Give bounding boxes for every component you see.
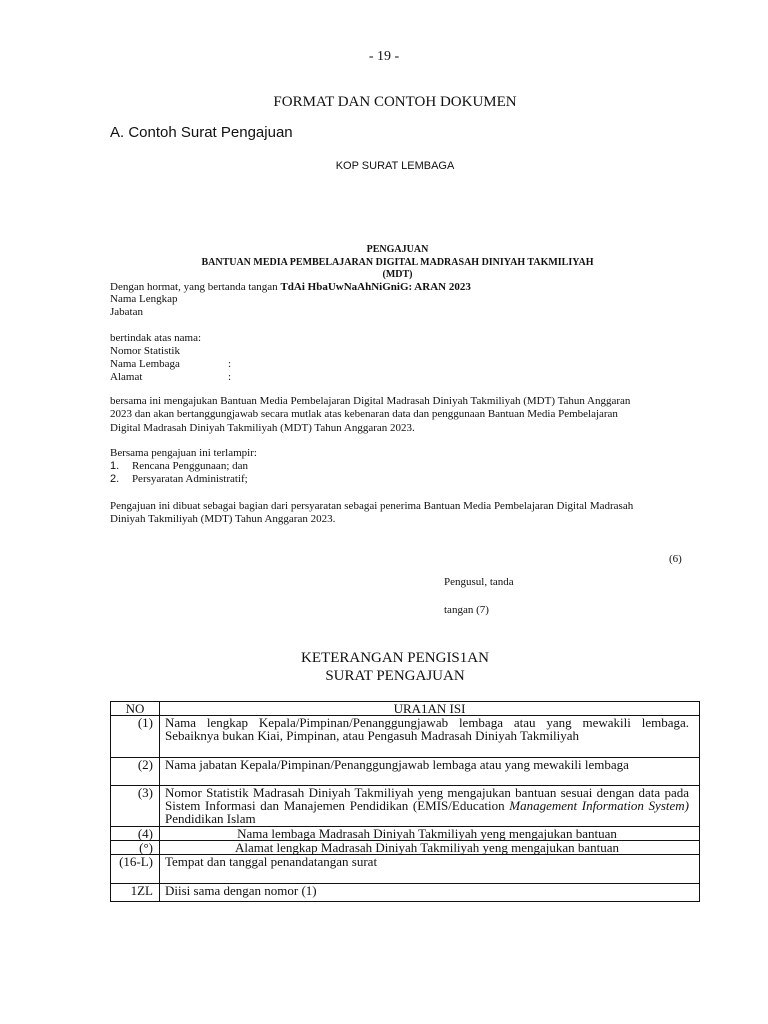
row-description-part2: Pendidikan Islam xyxy=(165,811,256,826)
submission-title-line1: PENGAJUAN xyxy=(366,244,429,255)
row-description-italic: Management Information System) xyxy=(509,798,689,813)
attachment-number: 2. xyxy=(110,473,120,485)
row-number: (°) xyxy=(111,841,160,855)
field-alamat xyxy=(110,371,232,384)
signature-line-2: tangan (7) xyxy=(444,604,489,616)
opening-garbled-text: TdAi HbaUwNaAhNiGniG: ARAN 2023 xyxy=(280,281,471,293)
submission-title xyxy=(0,244,768,282)
attachment-text: Rencana Penggunaan; dan xyxy=(131,460,249,472)
signature-line-1: Pengusul, tanda xyxy=(444,576,514,588)
table-row xyxy=(111,884,700,902)
document-title: FORMAT DAN CONTOH DOKUMEN xyxy=(273,94,517,110)
table-row xyxy=(111,855,700,884)
attachment-number: 1. xyxy=(110,460,120,472)
row-description: Alamat lengkap Madrasah Diniyah Takmiliyah yeng mengajukan bantuan xyxy=(160,841,700,855)
field-colon: : xyxy=(228,358,232,370)
table-row xyxy=(111,758,700,786)
reference-marker: (6) xyxy=(669,553,682,565)
row-description xyxy=(160,786,700,827)
section-heading: A. Contoh Surat Pengajuan xyxy=(110,124,293,141)
explanation-title xyxy=(0,649,768,685)
header-isi: URA1AN ISI xyxy=(160,702,700,716)
row-description: Tempat dan tanggal penandatangan surat xyxy=(160,855,700,884)
row-number: (4) xyxy=(111,827,160,841)
field-nama-lembaga-label: Nama Lembaga xyxy=(110,358,180,370)
row-number: 1ZL xyxy=(111,884,160,902)
explanation-title-line1: KETERANGAN PENGIS1AN xyxy=(301,650,489,666)
table-row xyxy=(111,841,700,855)
explanation-title-line2: SURAT PENGAJUAN xyxy=(325,668,465,684)
table-row xyxy=(111,786,700,827)
row-number: (16-L) xyxy=(111,855,160,884)
table-row xyxy=(111,716,700,758)
row-description: Nama lembaga Madrasah Diniyah Takmiliyah yeng mengajukan bantuan xyxy=(160,827,700,841)
row-description: Diisi sama dengan nomor (1) xyxy=(160,884,700,902)
field-nama-lengkap: Nama Lengkap xyxy=(110,293,178,305)
body-paragraph: bersama ini mengajukan Bantuan Media Pembelajaran Digital Madrasah Diniyah Takmiliyah (MDT) Tahun Anggaran 2023 dan akan bertanggungjawab secara mutlak atas kebenaran data dan penggunaan Bantuan Media Pembelajaran Digital Madrasah Diniyah Takmiliyah (MDT) Tahun Anggaran 2023. xyxy=(110,395,631,434)
row-description-part1: Nomor Statistik Madrasah Diniyah Takmiliyah yeng mengajukan bantuan sesuai dengan data pada Sistem Informasi dan Manajemen Pendidikan (EMIS/Education xyxy=(165,785,689,813)
header-no: NO xyxy=(111,702,160,716)
field-colon: : xyxy=(228,371,232,383)
attachments-intro: Bersama pengajuan ini terlampir: xyxy=(110,447,257,459)
field-nama-lembaga xyxy=(110,358,232,371)
closing-paragraph: Pengajuan ini dibuat sebagai bagian dari persyaratan sebagai penerima Bantuan Media Pembelajaran Digital Madrasah Diniyah Takmiliyah (MDT) Tahun Anggaran 2023. xyxy=(110,500,634,526)
table-row xyxy=(111,827,700,841)
field-nomor-statistik: Nomor Statistik xyxy=(110,345,180,357)
page-number: - 19 - xyxy=(368,49,400,64)
acting-on-behalf: bertindak atas nama: xyxy=(110,332,202,344)
attachment-item xyxy=(110,460,248,473)
letterhead-placeholder: KOP SURAT LEMBAGA xyxy=(335,160,455,172)
field-alamat-label: Alamat xyxy=(110,371,143,383)
field-jabatan: Jabatan xyxy=(110,306,143,318)
row-number: (2) xyxy=(111,758,160,786)
row-number: (1) xyxy=(111,716,160,758)
table-header-row xyxy=(111,702,700,716)
row-number: (3) xyxy=(111,786,160,827)
row-description: Nama lengkap Kepala/Pimpinan/Penanggungjawab lembaga atau yang mewakili lembaga. Sebaiknya bukan Kiai, Pimpinan, atau Pengasuh Madrasah Diniyah Takmiliyah xyxy=(160,716,700,758)
explanation-table xyxy=(110,701,700,902)
row-description: Nama jabatan Kepala/Pimpinan/Penanggungjawab lembaga atau yang mewakili lembaga xyxy=(160,758,700,786)
opening-text: Dengan hormat, yang bertanda tangan xyxy=(110,281,278,293)
submission-title-line2: BANTUAN MEDIA PEMBELAJARAN DIGITAL MADRASAH DINIYAH TAKMILIYAH xyxy=(201,256,594,268)
attachment-item xyxy=(110,473,248,486)
submission-title-line3: (MDT) xyxy=(382,269,413,280)
attachment-text: Persyaratan Administratif; xyxy=(131,473,248,485)
